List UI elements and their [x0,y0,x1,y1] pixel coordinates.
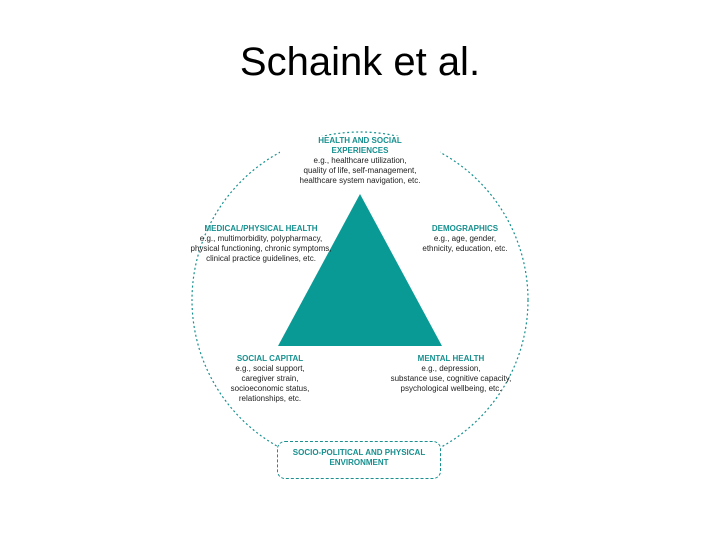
slide-title: Schaink et al. [239,40,481,84]
health-social-example-2: quality of life, self-management, [303,166,417,175]
social-capital-example-1: e.g., social support, [235,364,305,373]
demographics-heading: DEMOGRAPHICS [431,224,499,233]
health-social-heading-line-2: EXPERIENCES [331,146,389,155]
socio-political-heading-line-1: SOCIO-POLITICAL AND PHYSICAL [292,448,426,457]
health-social-experiences-block [280,136,440,186]
socio-political-environment-box [277,441,441,479]
socio-political-heading-line-2: ENVIRONMENT [329,458,389,467]
medical-physical-health-block [186,224,336,264]
social-capital-example-4: relationships, etc. [238,394,302,403]
center-triangle [278,194,442,346]
health-social-example-1: e.g., healthcare utilization, [313,156,407,165]
demographics-block [410,224,520,254]
health-social-heading-line-1: HEALTH AND SOCIAL [318,136,402,145]
mental-health-block [386,354,516,394]
mental-health-example-3: psychological wellbeing, etc. [400,384,502,393]
mental-health-example-2: substance use, cognitive capacity, [390,374,512,383]
social-capital-example-2: caregiver strain, [241,374,299,383]
social-capital-heading: SOCIAL CAPITAL [236,354,304,363]
medical-physical-example-2: physical functioning, chronic symptoms, [190,244,332,253]
demographics-example-2: ethnicity, education, etc. [422,244,508,253]
social-capital-example-3: socioeconomic status, [230,384,310,393]
medical-physical-example-1: e.g., multimorbidity, polypharmacy, [199,234,323,243]
mental-health-example-1: e.g., depression, [421,364,481,373]
social-capital-block [220,354,320,404]
health-social-example-3: healthcare system navigation, etc. [299,176,421,185]
demographics-example-1: e.g., age, gender, [433,234,497,243]
medical-physical-heading: MEDICAL/PHYSICAL HEALTH [204,224,318,233]
mental-health-heading: MENTAL HEALTH [417,354,485,363]
medical-physical-example-3: clinical practice guidelines, etc. [206,254,316,263]
